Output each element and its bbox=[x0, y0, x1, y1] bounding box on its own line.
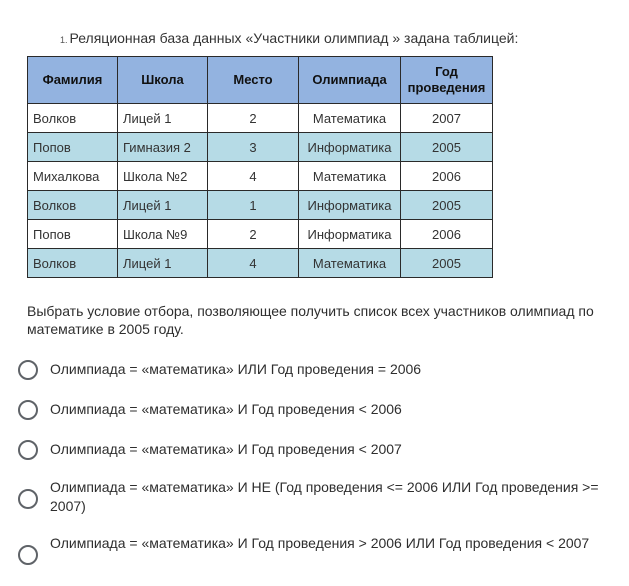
table-cell: Лицей 1 bbox=[118, 104, 208, 133]
table-cell: 2005 bbox=[401, 191, 493, 220]
table-cell: Математика bbox=[299, 249, 401, 278]
question-prompt: Выбрать условие отбора, позволяющее получить список всех участников олимпиад по математике в 2005 году. bbox=[27, 303, 594, 337]
table-cell: Математика bbox=[299, 104, 401, 133]
table-header-row bbox=[28, 57, 493, 104]
radio-button[interactable] bbox=[18, 545, 38, 565]
table-cell: 2006 bbox=[401, 220, 493, 249]
answer-option-1[interactable] bbox=[18, 360, 608, 380]
question-text: Реляционная база данных «Участники олимпиад » задана таблицей: bbox=[69, 30, 519, 46]
table-cell: 4 bbox=[208, 249, 299, 278]
option-label[interactable]: Олимпиада = «математика» ИЛИ Год проведения = 2006 bbox=[50, 361, 422, 377]
table-cell: Волков bbox=[28, 249, 118, 278]
table-cell: Математика bbox=[299, 162, 401, 191]
option-label[interactable]: Олимпиада = «математика» И Год проведения > 2006 ИЛИ Год проведения < 2007 bbox=[50, 535, 590, 551]
column-header: Год проведения bbox=[401, 57, 493, 104]
table-cell: Школа №2 bbox=[118, 162, 208, 191]
table-cell: Лицей 1 bbox=[118, 191, 208, 220]
table-cell: Лицей 1 bbox=[118, 249, 208, 278]
column-header: Олимпиада bbox=[299, 57, 401, 104]
radio-button[interactable] bbox=[18, 440, 38, 460]
table-cell: 2005 bbox=[401, 249, 493, 278]
column-header: Школа bbox=[118, 57, 208, 104]
question-number: 1. bbox=[60, 35, 68, 45]
radio-button[interactable] bbox=[18, 360, 38, 380]
option-label[interactable]: Олимпиада = «математика» И НЕ (Год проведения <= 2006 ИЛИ Год проведения >= 2007) bbox=[50, 479, 599, 514]
table-cell: 1 bbox=[208, 191, 299, 220]
table-cell: Гимназия 2 bbox=[118, 133, 208, 162]
answer-option-5[interactable] bbox=[18, 534, 608, 565]
table-cell: Волков bbox=[28, 191, 118, 220]
column-header: Место bbox=[208, 57, 299, 104]
question-title bbox=[60, 30, 518, 46]
table-cell: Попов bbox=[28, 133, 118, 162]
table-cell: Информатика bbox=[299, 220, 401, 249]
radio-button[interactable] bbox=[18, 400, 38, 420]
data-table bbox=[27, 56, 493, 278]
table-cell: 2 bbox=[208, 104, 299, 133]
table-row bbox=[28, 220, 493, 249]
radio-button[interactable] bbox=[18, 489, 38, 509]
table-cell: Попов bbox=[28, 220, 118, 249]
table-row bbox=[28, 249, 493, 278]
table-cell: Михалкова bbox=[28, 162, 118, 191]
option-label[interactable]: Олимпиада = «математика» И Год проведения < 2006 bbox=[50, 401, 402, 417]
answer-option-4[interactable] bbox=[18, 478, 608, 516]
table-cell: Школа №9 bbox=[118, 220, 208, 249]
table-cell: Информатика bbox=[299, 133, 401, 162]
column-header: Фамилия bbox=[28, 57, 118, 104]
table-cell: 3 bbox=[208, 133, 299, 162]
table-cell: 4 bbox=[208, 162, 299, 191]
table-row bbox=[28, 162, 493, 191]
table-cell: 2006 bbox=[401, 162, 493, 191]
table-row bbox=[28, 104, 493, 133]
table-cell: 2 bbox=[208, 220, 299, 249]
table-cell: 2005 bbox=[401, 133, 493, 162]
table-cell: Волков bbox=[28, 104, 118, 133]
table-row bbox=[28, 191, 493, 220]
answer-option-3[interactable] bbox=[18, 440, 608, 460]
table-cell: Информатика bbox=[299, 191, 401, 220]
answer-option-2[interactable] bbox=[18, 400, 608, 420]
table-row bbox=[28, 133, 493, 162]
table-cell: 2007 bbox=[401, 104, 493, 133]
option-label[interactable]: Олимпиада = «математика» И Год проведения < 2007 bbox=[50, 441, 402, 457]
